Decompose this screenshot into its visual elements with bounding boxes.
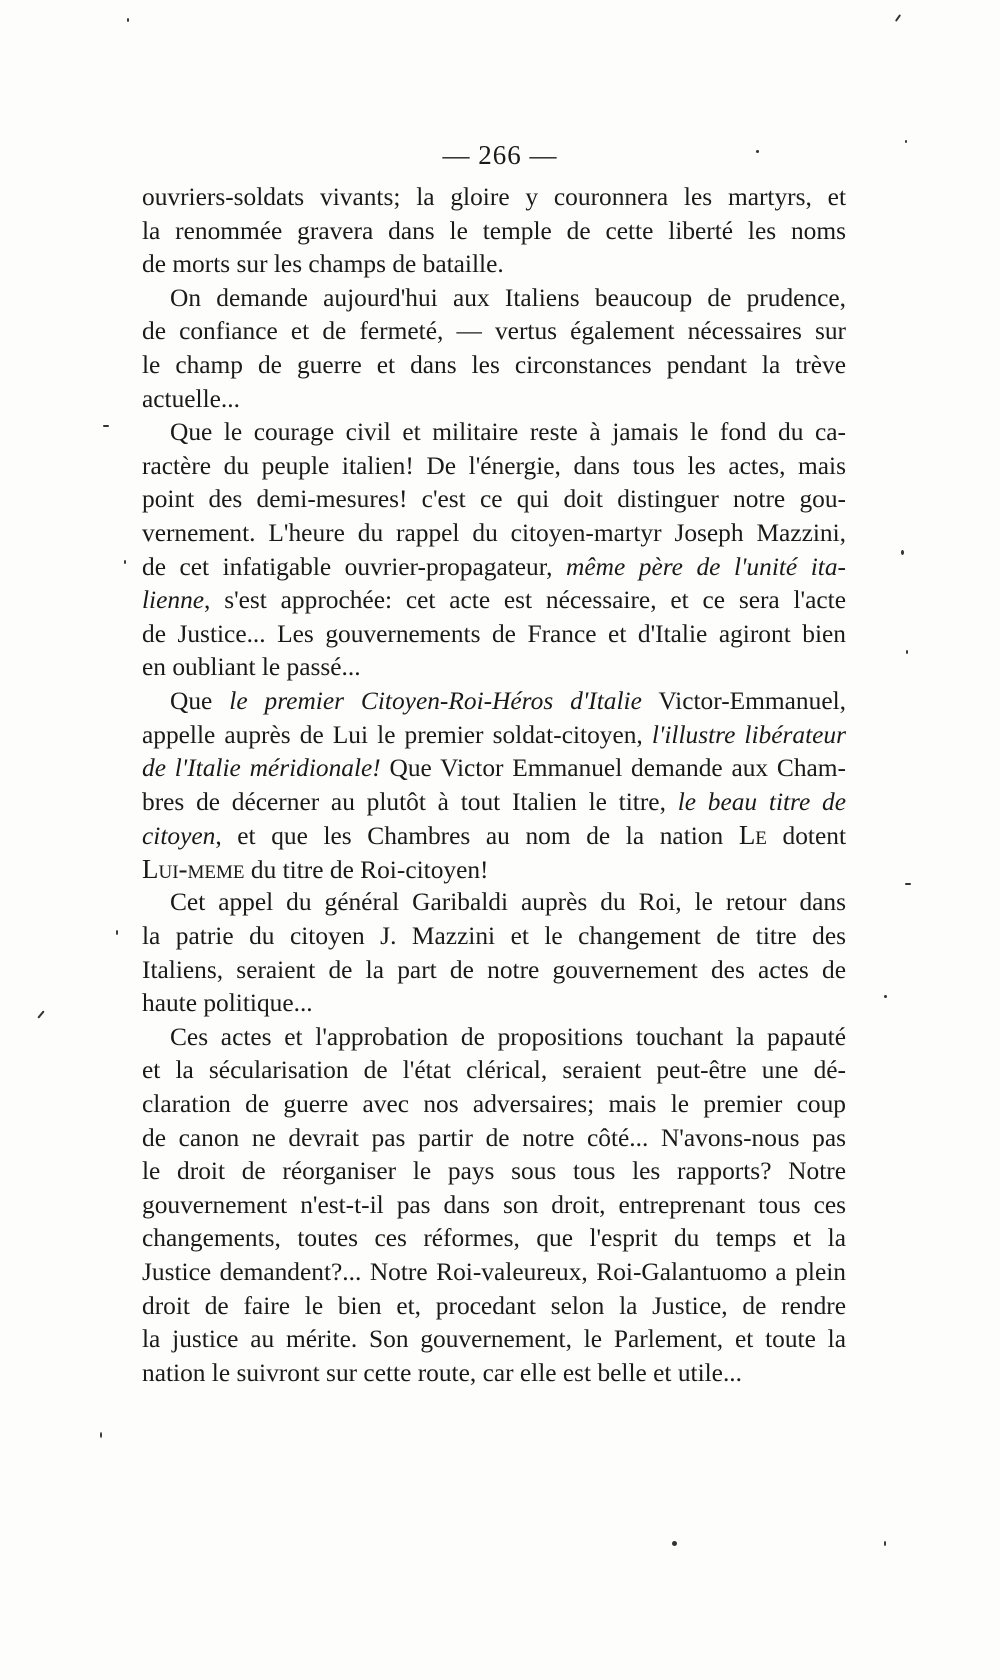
text-segment: de confiance et de fermeté, — vertus également nécessaires sur [142,317,846,346]
text-segment: de morts sur les champs de bataille. [142,250,504,279]
text-segment: , s'est approchée: cet acte est nécessaire, et ce sera l'acte [204,586,846,615]
text-line [142,1290,846,1324]
text-segment: Que [170,686,230,715]
text-line [142,920,846,954]
text-segment: nation le suivront sur cette route, car elle est belle et utile... [142,1358,742,1387]
text-segment: de cet infatigable ouvrier-propagateur, [142,552,567,581]
scan-speck [116,930,118,935]
text-segment: de Justice... Les gouvernements de France et d'Italie agiront bien [142,619,846,648]
text-segment: Cet appel du général Garibaldi auprès du Roi, le retour dans [170,888,846,917]
text-line [142,719,846,753]
text-line [142,181,846,215]
scan-speck [756,150,759,153]
text-segment: actuelle... [142,384,240,413]
text-segment: gouvernement n'est-t-il pas dans son droit, entreprenant tous ces [142,1190,846,1219]
scan-speck [901,550,904,555]
scan-speck [124,560,126,564]
text-segment: le champ de guerre et dans les circonstances pendant la trève [142,350,846,379]
text-segment: bres de décerner au plutôt à tout Italien le titre, [142,787,678,816]
italic-text: le premier Citoyen-Roi-Héros d'Italie [229,686,642,715]
text-line [142,752,846,786]
text-segment: la justice au mérite. Son gouvernement, le Parlement, et toute la [142,1325,846,1354]
text-segment: dotent [766,822,847,851]
text-segment: Ces actes et l'approbation de propositions touchant la papauté [170,1022,846,1051]
text-line [142,1054,846,1088]
text-line [142,1088,846,1122]
text-line [142,954,846,988]
text-line [142,786,846,820]
text-segment: haute politique... [142,989,313,1018]
scan-speck [37,1010,44,1018]
text-line [142,483,846,517]
text-line [142,853,846,887]
text-segment: Que le courage civil et militaire reste à jamais le fond du ca- [170,418,846,447]
text-segment: la renommée gravera dans le temple de cette liberté les noms [142,216,846,245]
italic-text: lienne [142,586,205,615]
text-line [142,416,846,450]
scan-speck [905,883,911,885]
text-line [142,517,846,551]
text-line [142,1256,846,1290]
scan-speck [884,1541,886,1546]
text-segment: droit de faire le bien et, procedant selon la Justice, de rendre [142,1291,846,1320]
text-segment: changements, toutes ces réformes, que l'esprit du temps et la [142,1224,846,1253]
text-segment: claration de guerre avec nos adversaires; mais le premier coup [142,1090,846,1119]
text-line [142,618,846,652]
italic-text: citoyen [142,822,216,851]
text-line [142,215,846,249]
text-line [142,819,846,853]
text-segment: Que Victor Emmanuel demande aux Cham- [380,754,846,783]
text-line [142,383,846,417]
text-segment: vernement. L'heure du rappel du citoyen-martyr Joseph Mazzini, [142,518,846,547]
scan-speck [127,18,129,22]
italic-text: l'illustre libérateur [651,720,846,749]
text-segment: en oubliant le passé... [142,653,361,682]
text-segment: Victor-Emmanuel, [641,686,846,715]
text-segment: Italiens, seraient de la part de notre gouvernement des actes de [142,955,846,984]
text-segment: point des demi-mesures! c'est ce qui doit distinguer notre gou- [142,485,846,514]
scan-speck [884,995,887,998]
text-segment: du titre de Roi-citoyen! [244,855,489,884]
text-line [142,1122,846,1156]
text-segment: Justice demandent?... Notre Roi-valeureux, Roi-Galantuomo a plein [142,1258,846,1286]
text-line [142,1155,846,1189]
text-segment: et la sécularisation de l'état clérical, seraient peut-être une dé- [142,1056,846,1085]
text-segment: On demande aujourd'hui aux Italiens beaucoup de prudence, [170,283,846,312]
scan-speck [100,1432,102,1438]
text-line [142,685,846,719]
text-line [142,1189,846,1223]
italic-text: le beau titre de [677,787,846,816]
italic-text: même père de l'unité ita- [566,552,846,581]
text-line [142,1021,846,1055]
body-text [142,181,846,1390]
text-line [142,282,846,316]
small-caps-text: Le [738,820,767,851]
text-line [142,315,846,349]
text-line [142,1323,846,1357]
text-line [142,248,846,282]
text-segment: ouvriers-soldats vivants; la gloire y couronnera les martyrs, et [142,183,846,211]
text-line [142,1222,846,1256]
scan-speck [895,14,901,22]
text-segment: appelle auprès de Lui le premier soldat-citoyen, [142,720,652,749]
page-number: — 266 — [442,140,558,170]
scan-speck [672,1541,677,1546]
text-line [142,987,846,1021]
text-line [142,450,846,484]
scan-speck [905,140,907,143]
scan-speck [906,650,908,654]
text-segment: de canon ne devrait pas partir de notre côté... N'avons-nous pas [142,1123,846,1152]
small-caps-text: Lui-meme [142,853,245,884]
text-line [142,584,846,618]
text-line [142,349,846,383]
italic-text: de l'Italie méridionale! [142,754,381,783]
text-segment: ractère du peuple italien! De l'énergie, dans tous les actes, mais [142,451,846,480]
text-line [142,886,846,920]
text-line [142,1357,846,1391]
text-segment: la patrie du citoyen J. Mazzini et le changement de titre des [142,922,846,951]
scan-speck [103,425,109,427]
text-line [142,651,846,685]
text-segment: , et que les Chambres au nom de la nation [215,822,739,851]
text-line [142,551,846,585]
text-segment: le droit de réorganiser le pays sous tous les rapports? Notre [142,1157,846,1186]
